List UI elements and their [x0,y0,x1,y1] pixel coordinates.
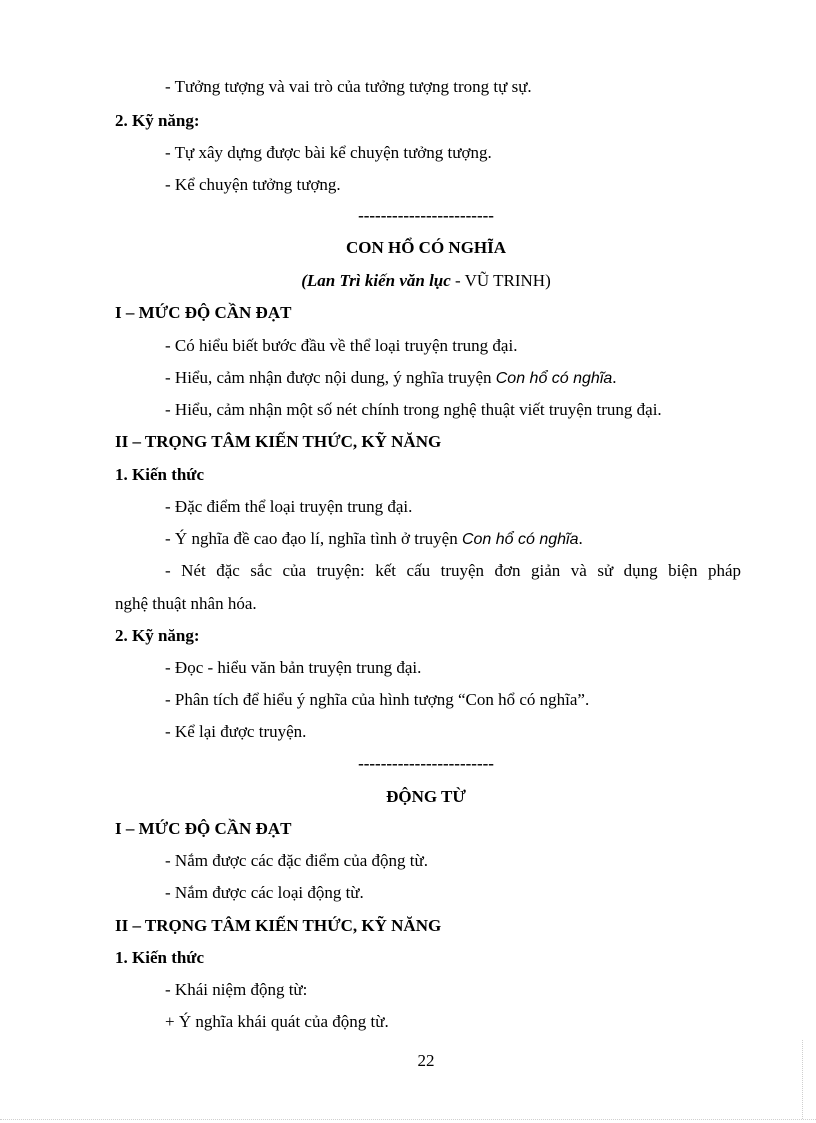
bullet-text: . [578,529,583,548]
bullet-line: - Nắm được các đặc điểm của động từ. [165,851,428,870]
page-bottom-border [0,1119,816,1120]
bullet-text: - Ý nghĩa đề cao đạo lí, nghĩa tình ở truyện [165,529,462,548]
section-heading-focus: II – TRỌNG TÂM KIẾN THỨC, KỸ NĂNG [115,432,442,451]
section-heading-level: I – MỨC ĐỘ CẦN ĐẠT [115,303,292,322]
bullet-line: - Nét đặc sắc của truyện: kết cấu truyện đơn giản và sử dụng biện pháp [165,561,741,580]
bullet-text: - Hiểu, cảm nhận được nội dung, ý nghĩa truyện [165,368,496,387]
bullet-line: - Tưởng tượng và vai trò của tưởng tượng trong tự sự. [165,77,532,96]
bullet-line [165,368,617,389]
separator: ------------------------ [358,206,494,225]
bullet-line [165,529,583,550]
separator: ------------------------ [358,754,494,773]
section-heading-skills: 2. Kỹ năng: [115,111,200,130]
bullet-line: - Phân tích để hiểu ý nghĩa của hình tượng “Con hổ có nghĩa”. [165,690,590,709]
bullet-line: - Tự xây dựng được bài kể chuyện tưởng tượng. [165,143,492,162]
source-title: (Lan Trì kiến văn lục [301,271,451,290]
lesson-title: ĐỘNG TỪ [386,787,466,806]
section-heading-skills: 2. Kỹ năng: [115,626,200,645]
bullet-line: - Đọc - hiểu văn bản truyện trung đại. [165,658,422,677]
subsection-heading-knowledge: 1. Kiến thức [115,948,205,967]
lesson-subtitle [0,271,816,291]
bullet-line: - Kể lại được truyện. [165,722,307,741]
bullet-line: - Nắm được các loại động từ. [165,883,364,902]
bullet-line: + Ý nghĩa khái quát của động từ. [165,1012,389,1031]
story-title: Con hổ có nghĩa [461,531,579,548]
bullet-line: - Kể chuyện tưởng tượng. [165,175,341,194]
page-right-border [802,1040,803,1119]
story-title: Con hổ có nghĩa [495,370,613,387]
bullet-text: . [612,368,617,387]
section-heading-level: I – MỨC ĐỘ CẦN ĐẠT [115,819,292,838]
bullet-line: - Khái niệm động từ: [165,980,308,999]
page-number: 22 [417,1051,435,1070]
lesson-title: CON HỔ CÓ NGHĨA [345,238,507,257]
bullet-line-continuation: nghệ thuật nhân hóa. [115,594,257,613]
subsection-heading-knowledge: 1. Kiến thức [115,465,205,484]
section-heading-focus: II – TRỌNG TÂM KIẾN THỨC, KỸ NĂNG [115,916,442,935]
bullet-line: - Đặc điểm thể loại truyện trung đại. [165,497,413,516]
author-name: - VŨ TRINH) [450,271,551,290]
bullet-line: - Có hiểu biết bước đầu về thể loại truyện trung đại. [165,336,518,355]
bullet-line: - Hiểu, cảm nhận một số nét chính trong nghệ thuật viết truyện trung đại. [165,400,662,419]
